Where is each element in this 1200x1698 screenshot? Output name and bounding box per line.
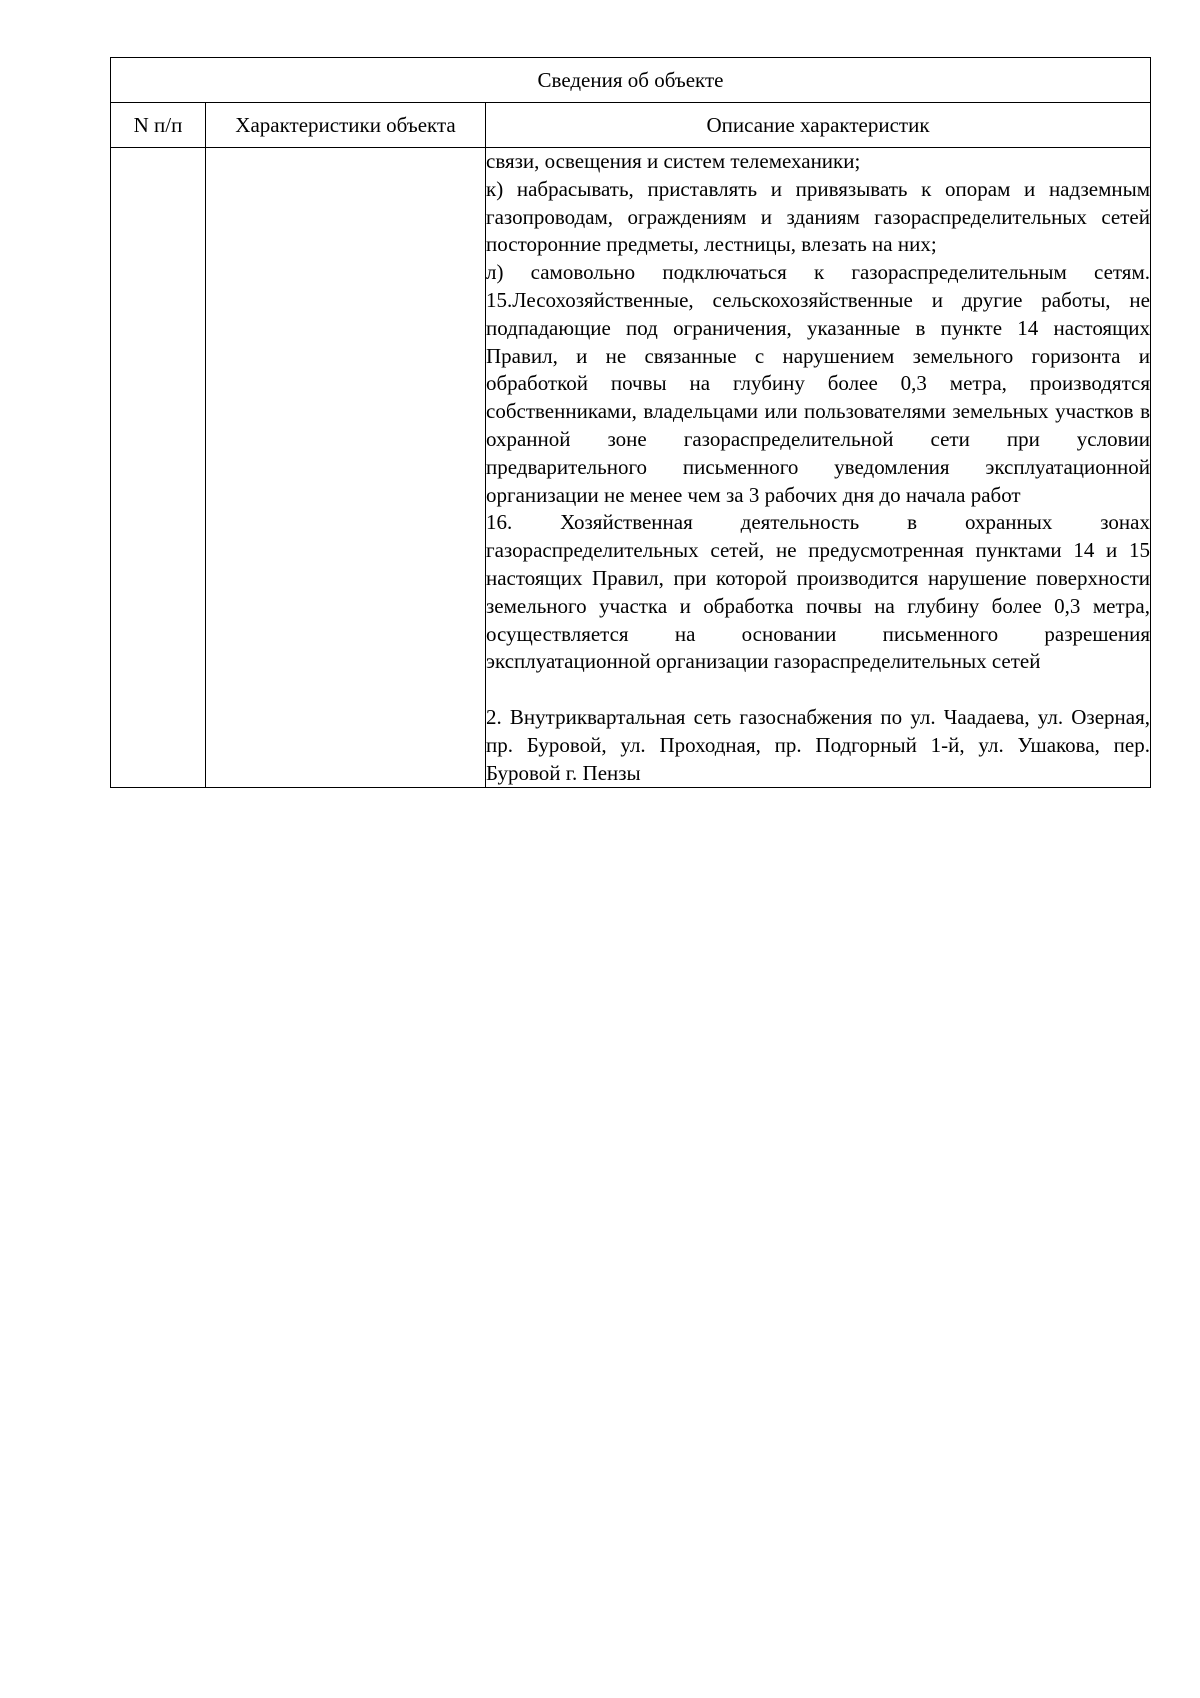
cell-characteristics [206,148,486,788]
description-paragraph: 2. Внутриквартальная сеть газоснабжения по ул. Чаадаева, ул. Озерная, пр. Буровой, ул. Проходная, пр. Подгорный 1-й, ул. Ушакова, пер. Буровой г. Пензы [486,704,1150,785]
description-paragraph: 15.Лесохозяйственные, сельскохозяйственные и другие работы, не подпадающие под ограничения, указанные в пункте 14 настоящих Правил, и не связанные с нарушением земельного горизонта и обработкой почвы на глубину более 0,3 метра, производятся собственниками, владельцами или пользователями земельных участков в охранной зоне газораспределительной сети при условии предварительного письменного уведомления эксплуатационной организации не менее чем за 3 рабочих дня до начала работ [486,287,1150,507]
table-title-row [111,58,1151,103]
header-number: N п/п [111,103,206,148]
description-paragraph: связи, освещения и систем телемеханики; [486,149,861,173]
cell-description [486,148,1151,788]
object-info-table [110,57,1151,788]
table-row [111,148,1151,788]
header-characteristics: Характеристики объекта [206,103,486,148]
table-title: Сведения об объекте [111,58,1151,103]
header-description: Описание характеристик [486,103,1151,148]
description-paragraph: л) самовольно подключаться к газораспределительным сетям. [486,260,1150,285]
description-paragraph: 16. Хозяйственная деятельность в охранных зонах газораспределительных сетей, не предусмотренная пунктами 14 и 15 настоящих Правил, при которой производится нарушение поверхности земельного участка и обработка почвы на глубину более 0,3 метра, осуществляется на основании письменного разрешения эксплуатационной организации газораспределительных сетей [486,510,1150,674]
cell-number [111,148,206,788]
description-spacer [486,676,1150,704]
table-header-row [111,103,1151,148]
description-paragraph: к) набрасывать, приставлять и привязывать к опорам и надземным газопроводам, ограждениям и зданиям газораспределительных сетей посторонние предметы, лестницы, влезать на них; [486,176,1150,257]
